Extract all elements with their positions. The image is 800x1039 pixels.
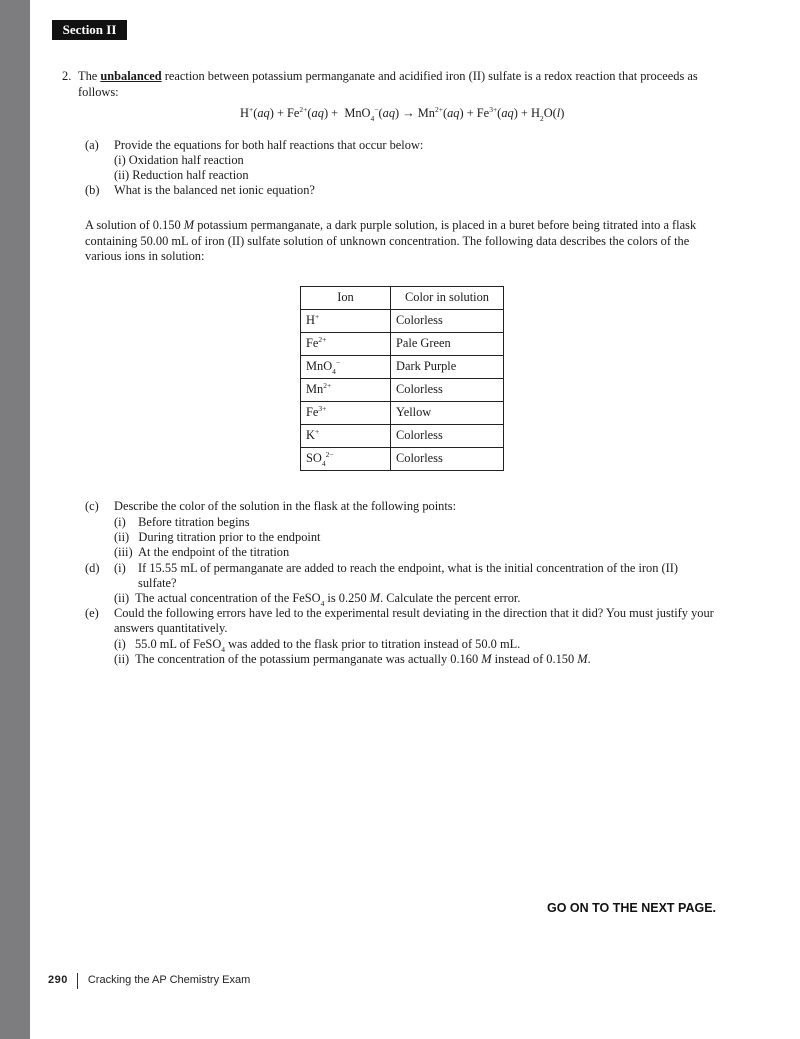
table-row: [301, 448, 504, 471]
part-d-i-text2: sulfate?: [138, 576, 177, 590]
part-c-label: (c): [85, 499, 99, 513]
part-a-ii: (ii) Reduction half reaction: [114, 168, 249, 182]
header-ion: Ion: [301, 287, 391, 310]
part-d-ii: (ii) The actual concentration of the FeSO$_4$ is 0.250 M. Calculate the percent error.: [114, 591, 521, 608]
table-row: [301, 356, 504, 379]
page-margin-bar: [0, 0, 30, 1039]
part-e-label: (e): [85, 606, 99, 620]
table-row: [301, 402, 504, 425]
part-d-label: (d): [85, 561, 100, 575]
ion-color-table: [300, 286, 504, 471]
section-tab: Section II: [52, 20, 127, 40]
table-row: [301, 425, 504, 448]
part-c-ii: (ii) During titration prior to the endpoint: [114, 530, 321, 544]
part-a-label: (a): [85, 138, 99, 152]
footer-divider: [77, 973, 78, 989]
part-a-i: (i) Oxidation half reaction: [114, 153, 244, 167]
color-cell: Colorless: [391, 379, 504, 402]
go-on-next-page: GO ON TO THE NEXT PAGE.: [547, 901, 717, 915]
book-title: Cracking the AP Chemistry Exam: [87, 974, 251, 987]
part-b-text: What is the balanced net ionic equation?: [114, 183, 315, 197]
ion-cell: $SO_4^{2-}$: [301, 448, 391, 471]
paragraph-line1: A solution of 0.150 M potassium permanganate, a dark purple solution, is placed in a buret before being titrated into a flask: [85, 218, 697, 232]
unbalanced-emphasis: unbalanced: [100, 69, 162, 83]
color-cell: Pale Green: [391, 333, 504, 356]
table-row: [301, 333, 504, 356]
paragraph-line3: various ions in solution:: [85, 249, 205, 263]
part-a-text: Provide the equations for both half reactions that occur below:: [114, 138, 424, 152]
part-d-i-text: If 15.55 mL of permanganate are added to reach the endpoint, what is the initial concentration of the iron (II): [138, 561, 679, 575]
ion-cell: $Fe^{2+}$: [301, 333, 391, 356]
ion-cell: H+: [301, 310, 391, 333]
part-d-i-label: (i): [114, 561, 126, 575]
table-row: [301, 379, 504, 402]
part-e-i: (i) 55.0 mL of FeSO$_4$ was added to the flask prior to titration instead of 50.0 mL.: [114, 637, 521, 654]
table-header-row: [301, 287, 504, 310]
ion-cell: $Fe^{3+}$: [301, 402, 391, 425]
table-row: [301, 310, 504, 333]
part-c-iii: (iii) At the endpoint of the titration: [114, 545, 290, 559]
color-cell: Colorless: [391, 448, 504, 471]
part-c-text: Describe the color of the solution in the flask at the following points:: [114, 499, 457, 513]
redox-equation: $H^+(aq) + Fe^{2+}(aq) + MnO_4^-(aq) \to Mn^{2+}(aq) + Fe^{3+}(aq) + H_2O(l)$: [240, 105, 565, 123]
color-cell: Colorless: [391, 310, 504, 333]
paragraph-line2: containing 50.00 mL of iron (II) sulfate solution of unknown concentration. The following data describes the colors of the: [85, 234, 690, 248]
header-color: Color in solution: [391, 287, 504, 310]
page-number: 290: [48, 974, 68, 987]
part-e-text: Could the following errors have led to the experimental result deviating in the direction that it did? You must justify your: [114, 606, 714, 620]
ion-cell: MnO$_4$−: [301, 356, 391, 379]
part-e-ii: (ii) The concentration of the potassium permanganate was actually 0.160 M instead of 0.150 M.: [114, 652, 591, 666]
part-b-label: (b): [85, 183, 100, 197]
question-number: 2.: [62, 69, 72, 83]
page-footer: [48, 973, 250, 989]
ion-cell: $Mn^{2+}$: [301, 379, 391, 402]
question-intro-line2: follows:: [78, 85, 119, 99]
part-c-i: (i) Before titration begins: [114, 515, 250, 529]
question-intro: The unbalanced reaction between potassium permanganate and acidified iron (II) sulfate is a redox reaction that proceeds as: [78, 69, 698, 83]
color-cell: Dark Purple: [391, 356, 504, 379]
ion-cell: K+: [301, 425, 391, 448]
color-cell: Colorless: [391, 425, 504, 448]
part-e-text2: answers quantitatively.: [114, 621, 228, 635]
color-cell: Yellow: [391, 402, 504, 425]
